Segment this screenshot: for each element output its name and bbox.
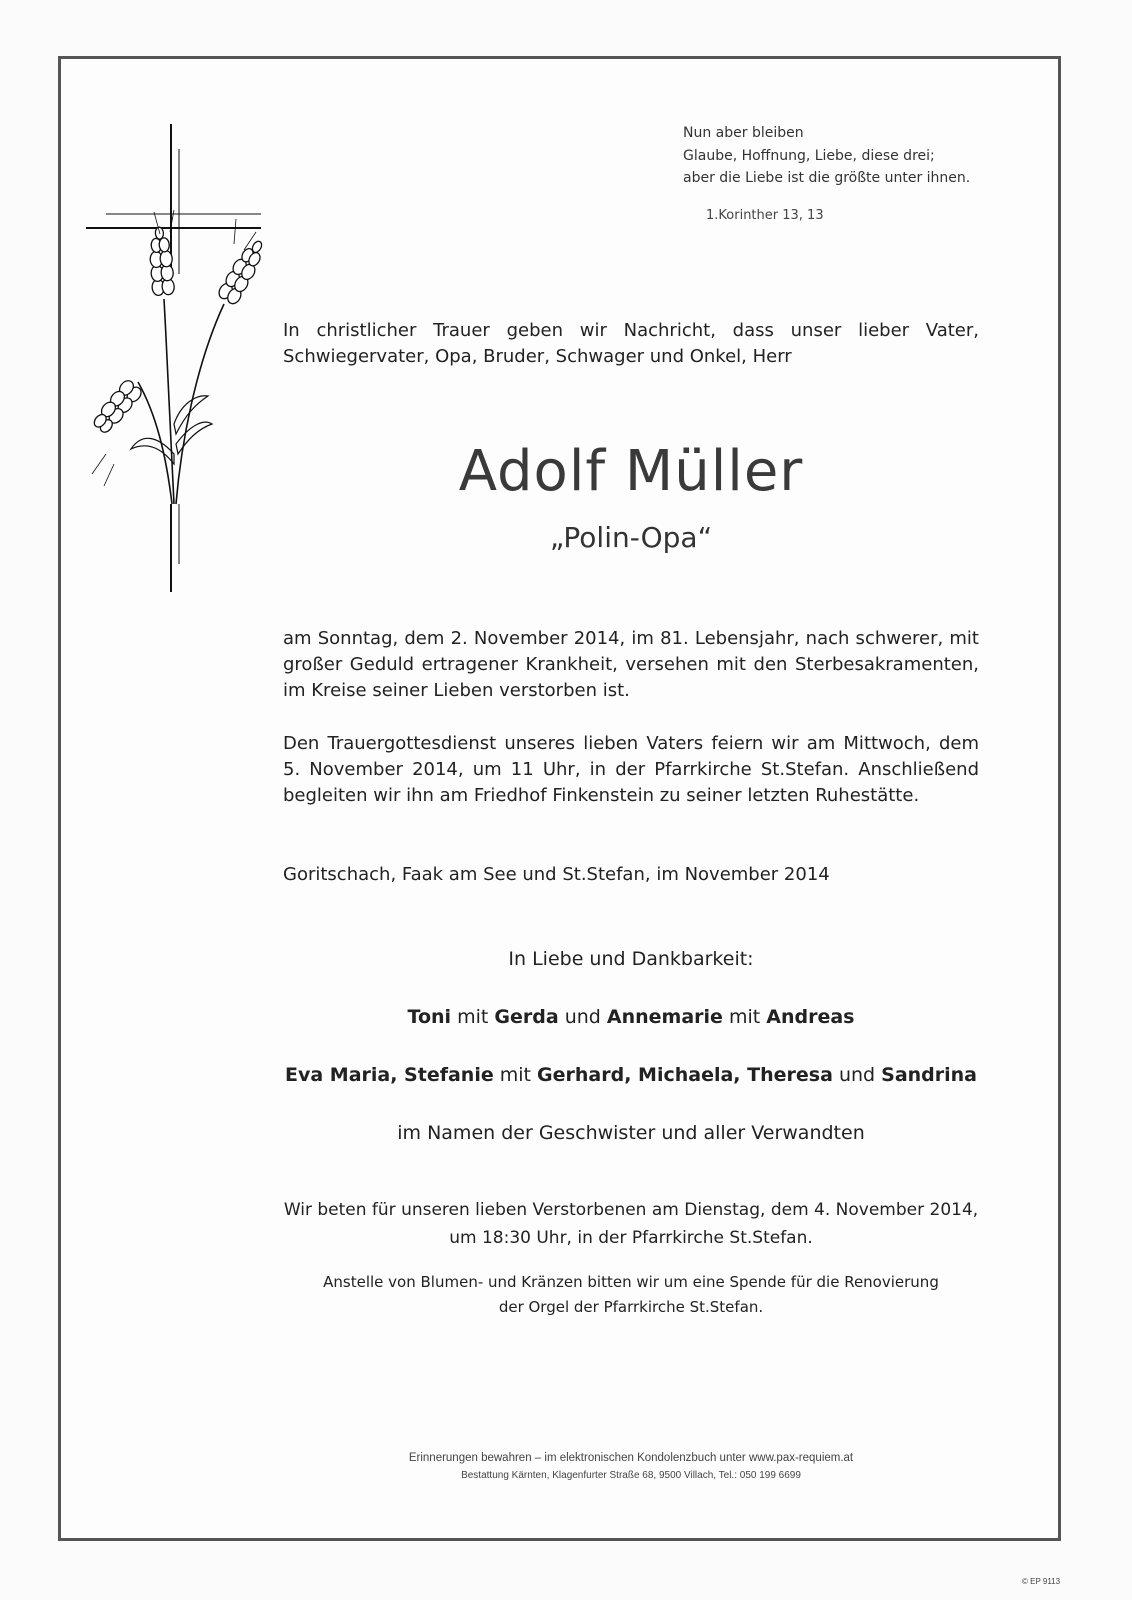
donation-notice: [283, 1270, 979, 1320]
deceased-name: Adolf Müller: [458, 439, 804, 504]
mourner-name: Andreas: [766, 1006, 855, 1028]
place-and-date: Goritschach, Faak am See und St.Stefan, im November 2014: [283, 864, 830, 885]
verse-line: Glaube, Hoffnung, Liebe, diese drei;: [683, 147, 935, 164]
prayer-notice: [283, 1196, 979, 1252]
cross-with-wheat-icon: [86, 124, 266, 604]
donation-line: Anstelle von Blumen- und Kränzen bitten wir um eine Spende für die Renovierung: [323, 1273, 939, 1291]
connector-word: und: [558, 1006, 607, 1028]
death-paragraph: am Sonntag, dem 2. November 2014, im 81. Lebensjahr, nach schwerer, mit großer Geduld ertragener Krankheit, versehen mit den Sterbesakramenten, im Kreise seiner Lieben verstorben ist.: [283, 628, 979, 701]
verse-reference: 1.Korinther 13, 13: [706, 208, 824, 223]
verse-line: Nun aber bleiben: [683, 125, 804, 141]
mourners-children: [283, 1006, 979, 1028]
mourner-name: Gerda: [494, 1006, 559, 1028]
verse-line: aber die Liebe ist die größte unter ihnen.: [683, 170, 971, 186]
connector-word: und: [832, 1064, 882, 1086]
connector-word: mit: [493, 1064, 538, 1086]
connector-word: mit: [722, 1006, 767, 1028]
footer-condolence-link: Erinnerungen bewahren – im elektronischen Kondolenzbuch unter www.pax-requiem.at: [408, 1452, 854, 1464]
footer-undertaker: Bestattung Kärnten, Klagenfurter Straße 68, 9500 Villach, Tel.: 050 199 6699: [461, 1470, 801, 1481]
funeral-paragraph: Den Trauergottesdienst unseres lieben Vaters feiern wir am Mittwoch, dem 5. November 2014, um 11 Uhr, in der Pfarrkirche St.Stefan. Anschließend begleiten wir ihn am Friedhof Finkenstein zu seiner letzten Ruhestätte.: [283, 733, 979, 806]
mourners-relatives: im Namen der Geschwister und aller Verwandten: [397, 1122, 865, 1144]
prayer-line: Wir beten für unseren lieben Verstorbenen am Dienstag, dem 4. November 2014,: [283, 1200, 979, 1220]
prayer-line: um 18:30 Uhr, in der Pfarrkirche St.Stefan.: [449, 1228, 813, 1248]
bible-verse: [683, 122, 970, 190]
mourner-name: Annemarie: [606, 1006, 723, 1028]
mourner-name: Toni: [407, 1006, 452, 1028]
mourner-name: Sandrina: [881, 1064, 978, 1086]
mourners-grandchildren: [283, 1064, 979, 1086]
deceased-nickname: „Polin-Opa“: [549, 521, 713, 554]
print-code: © EP 9113: [1022, 1577, 1061, 1586]
mourners-heading: In Liebe und Dankbarkeit:: [508, 948, 754, 970]
intro-text: In christlicher Trauer geben wir Nachricht, dass unser lieber Vater, Schwiegervater, Opa, Bruder, Schwager und Onkel, Herr: [283, 320, 979, 367]
donation-line: der Orgel der Pfarrkirche St.Stefan.: [498, 1298, 764, 1316]
mourner-name: Eva Maria, Stefanie: [284, 1064, 494, 1086]
mourner-name: Gerhard, Michaela, Theresa: [537, 1064, 833, 1086]
connector-word: mit: [451, 1006, 495, 1028]
